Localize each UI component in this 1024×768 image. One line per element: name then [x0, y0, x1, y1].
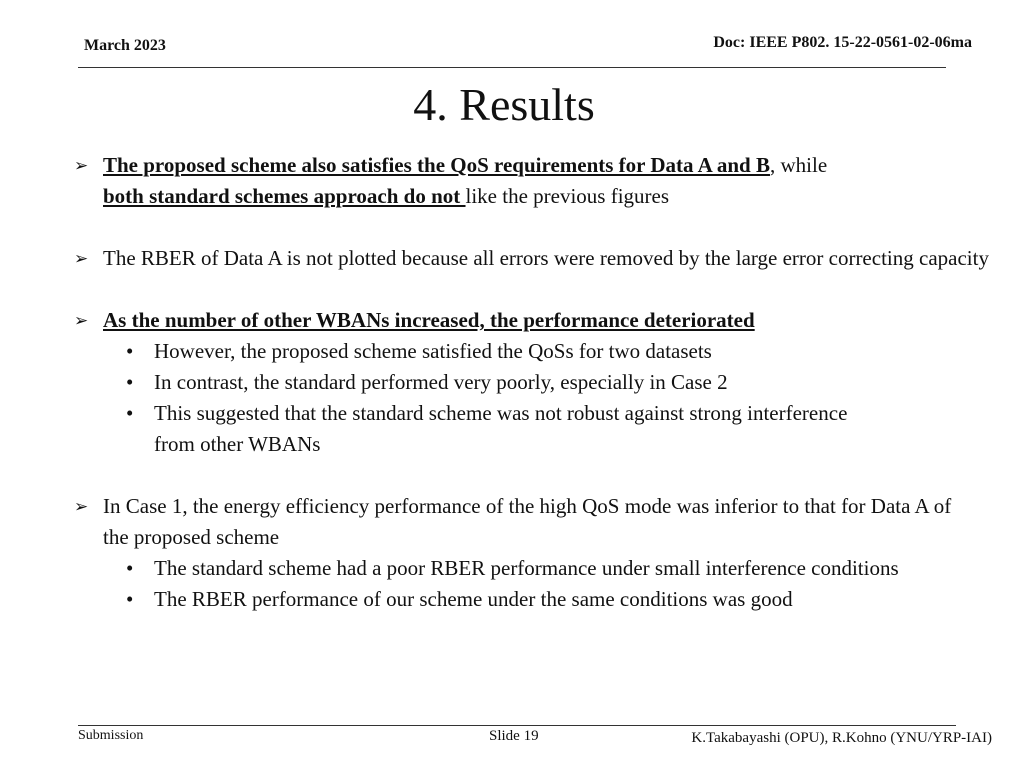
arrow-bullet-icon: ➢ — [74, 156, 89, 175]
bullet-2-text: The RBER of Data A is not plotted because all errors were removed by the large error correcting capacity — [103, 246, 989, 270]
bullet-1 — [74, 150, 1004, 212]
header-divider — [78, 67, 946, 68]
bullet-4-text: In Case 1, the energy efficiency performance of the high QoS mode was inferior to that for Data A of the proposed scheme — [103, 494, 952, 549]
slide-content — [74, 150, 1004, 615]
bullet-1-bold-2: both standard schemes approach do not — [103, 184, 466, 208]
sub-bullet-text: The standard scheme had a poor RBER performance under small interference conditions — [154, 556, 899, 580]
dot-bullet-icon: • — [126, 556, 134, 580]
sub-bullet — [74, 584, 1004, 615]
footer-divider — [78, 725, 956, 726]
slide-title: 4. Results — [413, 79, 595, 130]
dot-bullet-icon: • — [126, 587, 134, 611]
sub-bullet-text: This suggested that the standard scheme was not robust against strong interference from other WBANs — [154, 401, 848, 456]
header-doc-id: Doc: IEEE P802. 15-22-0561-02-06ma — [713, 34, 972, 51]
sub-bullet-text: The RBER performance of our scheme under the same conditions was good — [154, 587, 793, 611]
bullet-2 — [74, 243, 1004, 274]
bullet-3-bold: As the number of other WBANs increased, the performance deteriorated — [103, 308, 755, 332]
bullet-3 — [74, 305, 1004, 336]
sub-bullet — [74, 336, 1004, 367]
sub-bullet-text: However, the proposed scheme satisfied the QoSs for two datasets — [154, 339, 712, 363]
sub-bullet-text: In contrast, the standard performed very poorly, especially in Case 2 — [154, 370, 728, 394]
footer-authors: K.Takabayashi (OPU), R.Kohno (YNU/YRP-IAI) — [691, 730, 992, 746]
bullet-1-text: , while — [769, 153, 828, 177]
arrow-bullet-icon: ➢ — [74, 497, 89, 516]
bullet-1-text-2: like the previous figures — [465, 184, 670, 208]
bullet-1-bold: The proposed scheme also satisfies the QoS requirements for Data A and B — [103, 153, 770, 177]
footer-submission: Submission — [78, 728, 144, 743]
dot-bullet-icon: • — [126, 370, 134, 394]
header-date: March 2023 — [84, 37, 166, 54]
dot-bullet-icon: • — [126, 339, 134, 363]
bullet-4 — [74, 491, 1004, 553]
dot-bullet-icon: • — [126, 401, 134, 425]
sub-bullet — [74, 398, 1004, 460]
arrow-bullet-icon: ➢ — [74, 311, 89, 330]
slide-number: Slide 19 — [489, 728, 539, 744]
arrow-bullet-icon: ➢ — [74, 249, 89, 268]
sub-bullet — [74, 553, 1004, 584]
sub-bullet — [74, 367, 1004, 398]
